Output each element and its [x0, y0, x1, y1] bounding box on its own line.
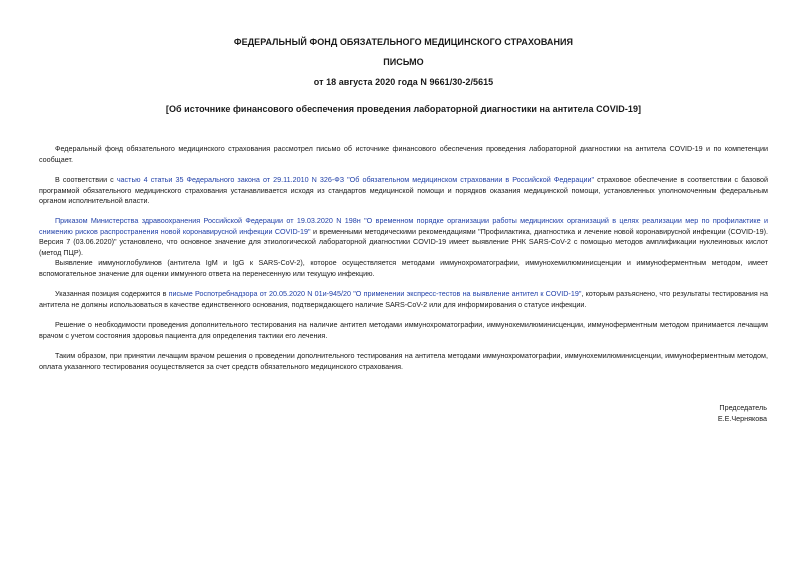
- order-198n-link[interactable]: Приказом Министерства здравоохранения Российской Федерации от 19.03.2020 N 198н "О временном порядке организации работы медицинских организаций в целях реализации мер по профилактике и снижению рисков распространения новой коронавирусной инфекции COVID-19": [39, 216, 768, 236]
- signature-name: Е.Е.Чернякова: [717, 414, 767, 423]
- paragraph-3: [39, 216, 768, 258]
- paragraph-4-text: Выявление иммуноглобулинов (антитела IgM и IgG к SARS-CoV-2), которое осуществляется методами иммунохроматографии, иммунохемилюминисценции и иммуноферментным методом, имеет вспомогательное значение для оценки иммунного ответа на перенесенную или текущую инфекцию.: [39, 258, 768, 278]
- paragraph-2: [39, 175, 768, 207]
- rospotrebnadzor-letter-link[interactable]: письме Роспотребнадзора от 20.05.2020 N 01и-945/20 "О применении экспресс-тестов на выявление антител к COVID-19": [168, 289, 582, 298]
- paragraph-6-text: Решение о необходимости проведения дополнительного тестирования на наличие антител методами иммунохроматографии, иммунохемилюминисценции, иммуноферментным методом принимается лечащим врачом с учетом состояния здоровья пациента для определения тактики его лечения.: [39, 320, 768, 340]
- doc-date-number: от 18 августа 2020 года N 9661/30-2/5615: [313, 77, 494, 87]
- paragraph-4: [39, 258, 768, 279]
- paragraph-7: [39, 351, 768, 372]
- law-326-fz-link[interactable]: частью 4 статьи 35 Федерального закона от 29.11.2010 N 326-ФЗ "Об обязательном медицинском страховании в Российской Федерации": [116, 175, 595, 184]
- paragraph-7-text: Таким образом, при принятии лечащим врачом решения о проведении дополнительного тестирования на антитела методами иммунохроматографии, иммунохемилюминисценции, иммуноферментным методом, оплата указанного тестирования осуществляется за счет средств обязательного медицинского страхования.: [39, 351, 768, 371]
- paragraph-2-post: страховое обеспечение в соответствии с базовой программой обязательного медицинского страхования устанавливается исходя из стандартов медицинской помощи и порядков оказания медицинской помощи, установленных уполномоченным федеральным органом исполнительной власти.: [39, 175, 769, 206]
- doc-type: ПИСЬМО: [383, 57, 424, 67]
- paragraph-1: [39, 144, 768, 165]
- org-title: ФЕДЕРАЛЬНЫЙ ФОНД ОБЯЗАТЕЛЬНОГО МЕДИЦИНСКОГО СТРАХОВАНИЯ: [233, 37, 574, 47]
- paragraph-2-pre: В соответствии с: [55, 175, 117, 184]
- paragraph-6: [39, 320, 768, 341]
- paragraph-5: [39, 289, 768, 310]
- paragraph-3-post: и временными методическими рекомендациями "Профилактика, диагностика и лечение новой коронавирусной инфекции (COVID-19). Версия 7 (03.06.2020)" установлено, что основное значение для этиологической лабораторной диагностики COVID-19 имеет выявление РНК SARS-CoV-2 с помощью методов амплификации нуклеиновых кислот (метод ПЦР).: [39, 226, 768, 257]
- paragraph-1-text: Федеральный фонд обязательного медицинского страхования рассмотрел письмо об источнике финансового обеспечения проведения лабораторной диагностики на антитела COVID-19 и по компетенции сообщает.: [39, 144, 768, 164]
- doc-subject: [Об источнике финансового обеспечения проведения лабораторной диагностики на антитела COVID-19]: [165, 104, 642, 114]
- signature-title: Председатель: [719, 403, 767, 412]
- paragraph-5-pre: Указанная позиция содержится в: [55, 289, 169, 298]
- paragraph-5-post: , которым разъяснено, что результаты тестирования на антитела не должны использоваться в качестве единственного основания, подтверждающего наличие SARS-CoV-2 или для информирования о статусе инфекции.: [39, 289, 768, 309]
